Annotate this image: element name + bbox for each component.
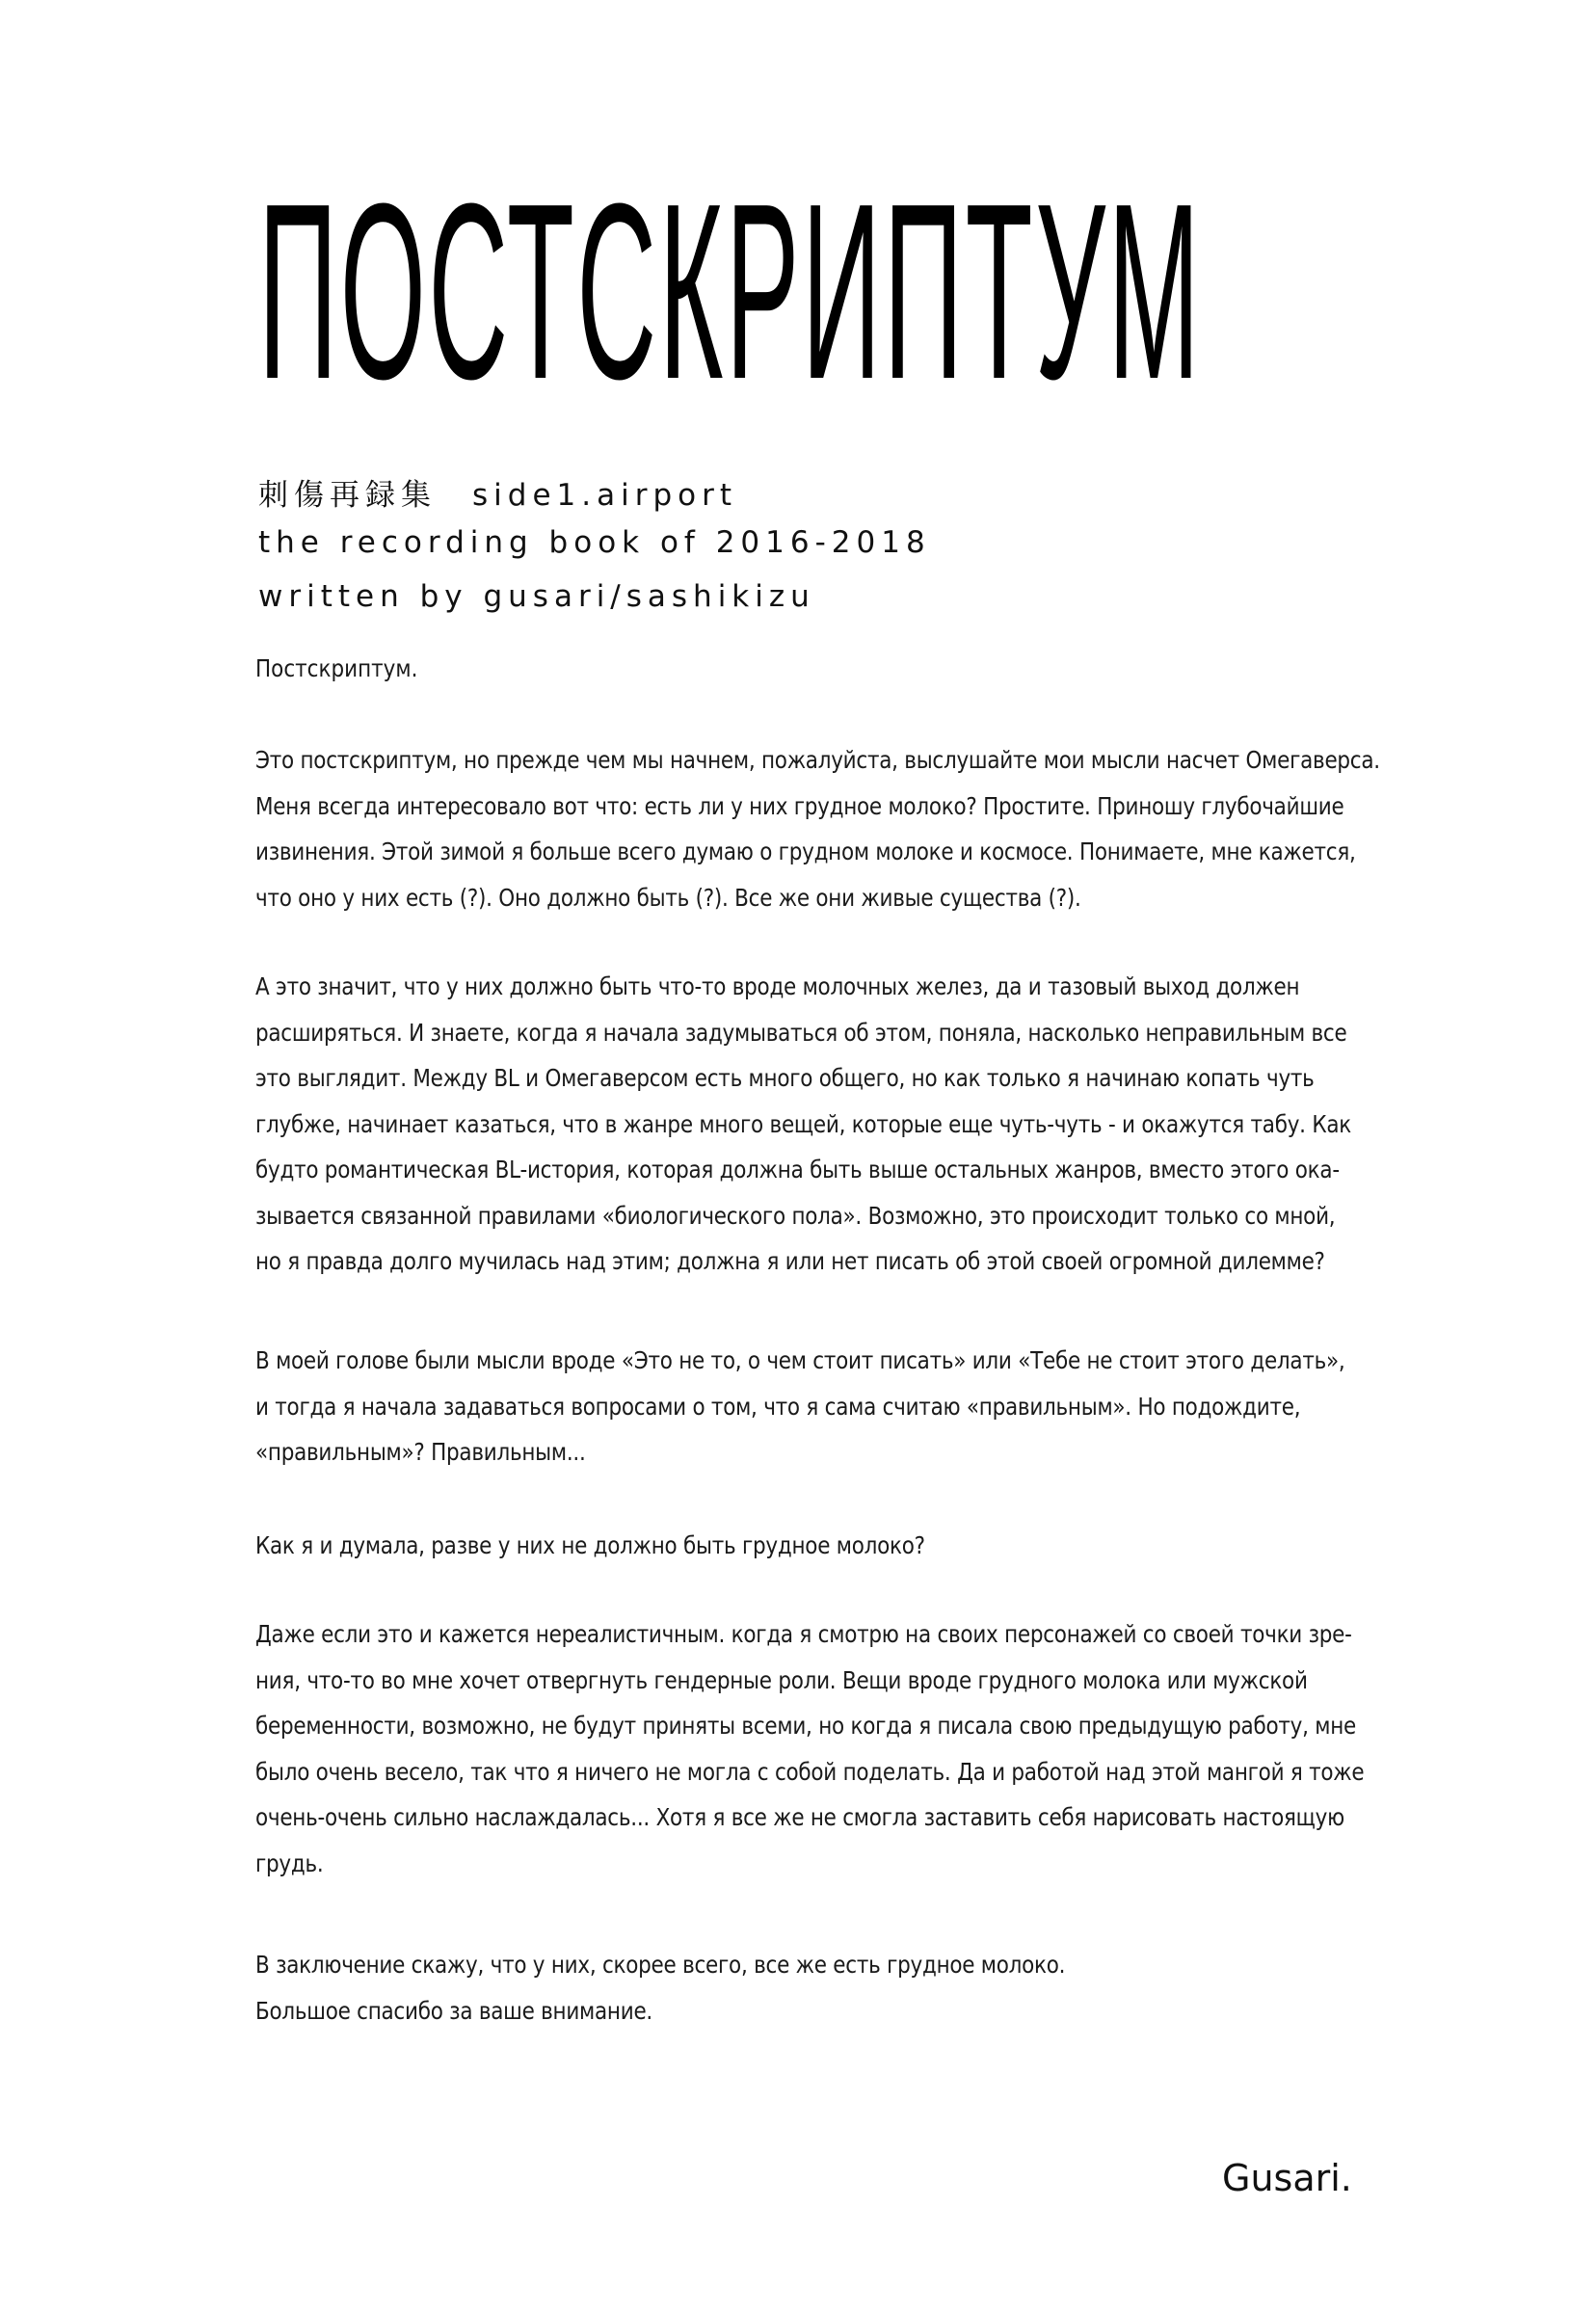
paragraph-6	[255, 1942, 1547, 2034]
text-line: грудь.	[255, 1848, 324, 1877]
book-author-line: written by gusari/sashikizu	[258, 579, 815, 614]
text-line: беременности, возможно, не будут приняты всеми, но когда я писала свою предыдущую работу, мне	[255, 1712, 1356, 1740]
text-line: А это значит, что у них должно быть что-то вроде молочных желез, да и тазовый выход должен	[255, 972, 1300, 1000]
book-title-line: 刺傷再録集 side1.airport	[258, 478, 737, 513]
text-line: Даже если это и кажется нереалистичным. когда я смотрю на своих персонажей со своей точки зре-	[255, 1620, 1352, 1648]
paragraph-5	[255, 1611, 1547, 1886]
text-line: это выглядит. Между BL и Омегаверсом есть много общего, но как только я начинаю копать чуть	[255, 1064, 1315, 1092]
text-line: будто романтическая BL-история, которая должна быть выше остальных жанров, вместо этого ока-	[255, 1156, 1340, 1183]
text-line: но я правда долго мучилась над этим; должна я или нет писать об этой своей огромной дилемме?	[255, 1247, 1325, 1275]
text-line: очень-очень сильно наслаждалась... Хотя я все же не смогла заставить себя нарисовать настоящую	[255, 1803, 1344, 1831]
section-heading: Постскриптум.	[255, 654, 418, 682]
text-line: зывается связанной правилами «биологического пола». Возможно, это происходит только со мной,	[255, 1201, 1336, 1230]
text-line: Как я и думала, разве у них не должно быть грудное молоко?	[255, 1531, 925, 1559]
text-line: расширяться. И знаете, когда я начала задумываться об этом, поняла, насколько неправильным все	[255, 1018, 1347, 1047]
text-line: и тогда я начала задаваться вопросами о том, что я сама считаю «правильным». Но подождите,	[255, 1392, 1301, 1421]
paragraph-4	[255, 1523, 1547, 1569]
book-subtitle-line: the recording book of 2016-2018	[258, 525, 931, 560]
author-signature: Gusari.	[1222, 2157, 1352, 2199]
text-line: «правильным»? Правильным...	[255, 1438, 586, 1466]
text-line: Большое спасибо за ваше внимание.	[255, 1996, 653, 2025]
paragraph-2	[255, 964, 1547, 1285]
page-title: ПОСТСКРИПТУМ	[258, 152, 1203, 432]
text-line: ния, что-то во мне хочет отвергнуть гендерные роли. Вещи вроде грудного молока или мужской	[255, 1665, 1308, 1694]
text-line: Это постскриптум, но прежде чем мы начнем, пожалуйста, выслушайте мои мысли насчет Омегаверса.	[255, 746, 1380, 774]
paragraph-1	[255, 737, 1547, 920]
text-line: глубже, начинает казаться, что в жанре много вещей, которые еще чуть-чуть - и окажутся табу. Как	[255, 1109, 1351, 1138]
text-line: что оно у них есть (?). Оно должно быть (?). Все же они живые существа (?).	[255, 883, 1081, 912]
text-line: было очень весело, так что я ничего не могла с собой поделать. Да и работой над этой мангой я тоже	[255, 1757, 1365, 1786]
text-line: В заключение скажу, что у них, скорее всего, все же есть грудное молоко.	[255, 1951, 1066, 1979]
text-line: В моей голове были мысли вроде «Это не то, о чем стоит писать» или «Тебе не стоит этого делать»,	[255, 1346, 1345, 1374]
text-line: Меня всегда интересовало вот что: есть ли у них грудное молоко? Простите. Приношу глубочайшие	[255, 791, 1344, 820]
paragraph-3	[255, 1338, 1547, 1476]
text-line: извинения. Этой зимой я больше всего думаю о грудном молоке и космосе. Понимаете, мне кажется,	[255, 837, 1356, 865]
